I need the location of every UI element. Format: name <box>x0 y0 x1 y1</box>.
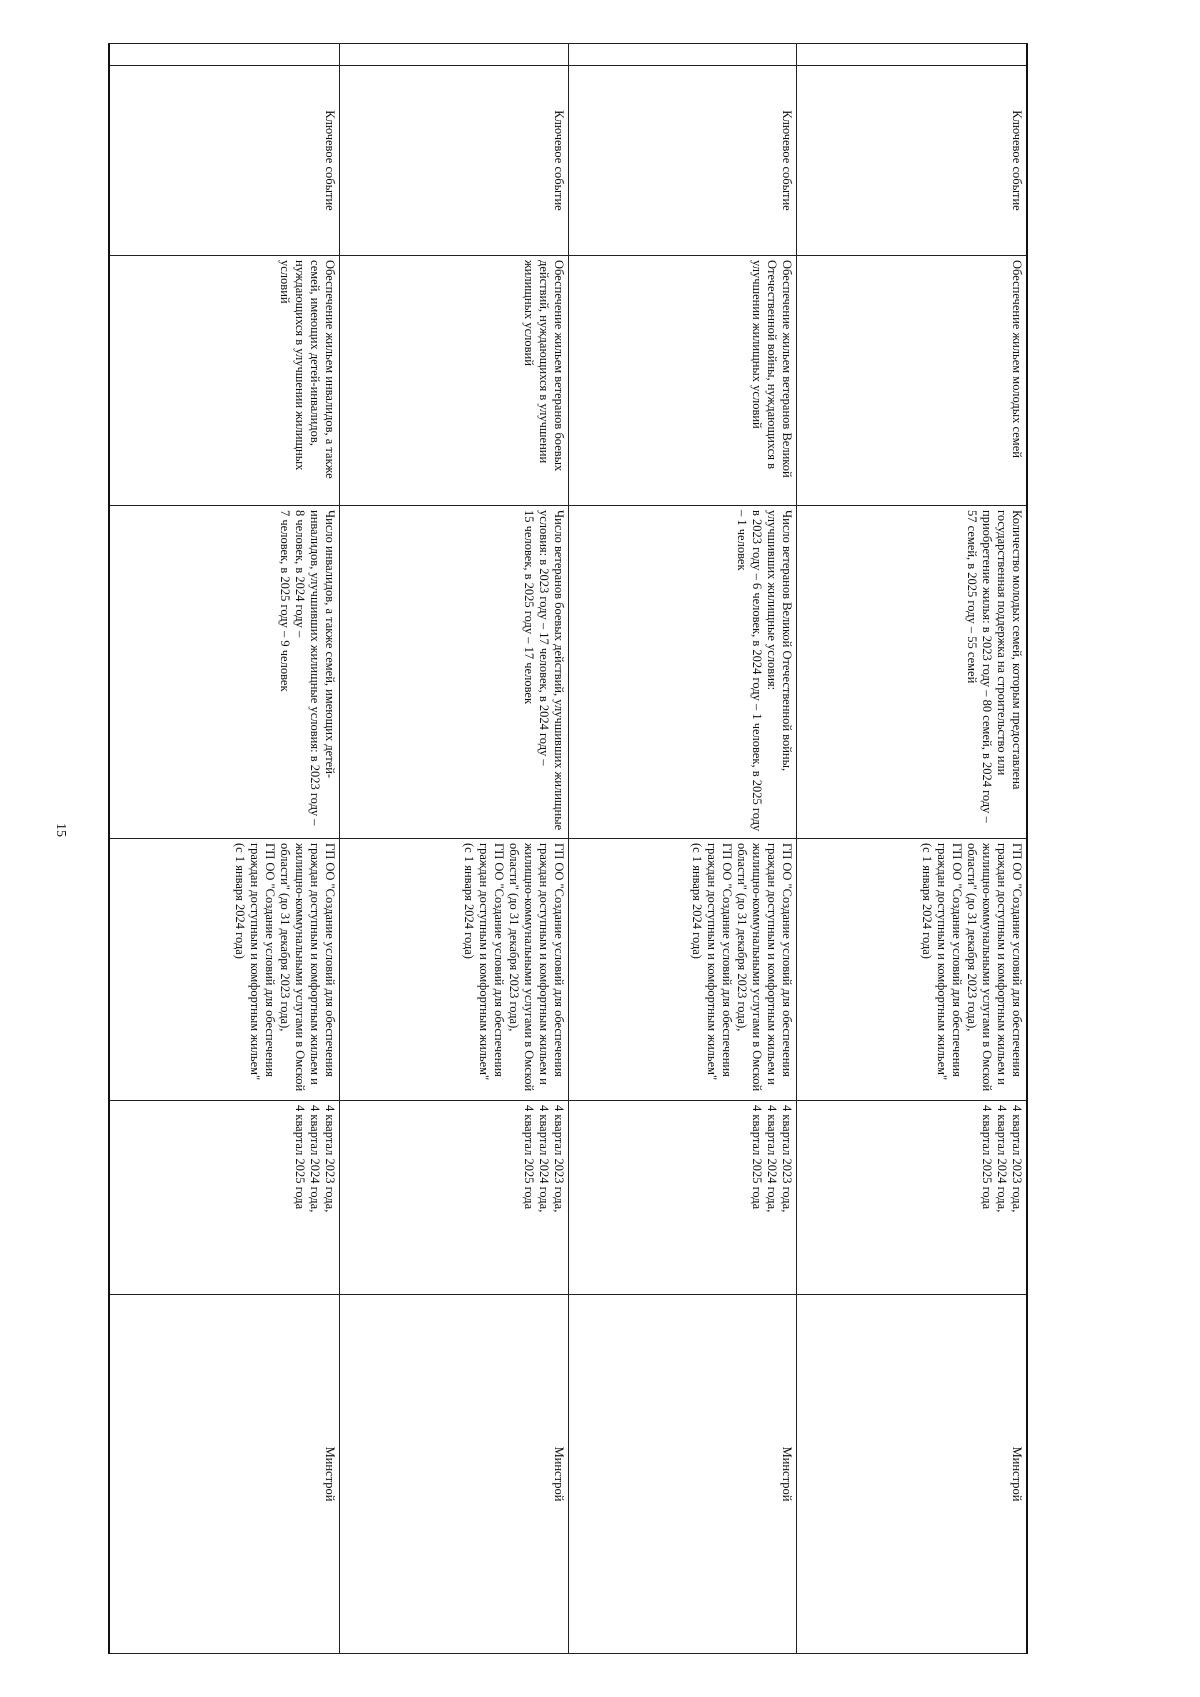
event-type-cell: Ключевое событие <box>109 66 339 256</box>
indicator-cell: Число ветеранов боевых действий, улучшивших жилищные условия: в 2023 году – 17 человек, в 2024 году – 15 человек, в 2025 году – 17 человек <box>339 506 568 839</box>
event-name-cell: Обеспечение жильем ветеранов Великой Отечественной войны, нуждающихся в улучшении жилищных условий <box>568 256 797 506</box>
event-name-cell: Обеспечение жильем ветеранов боевых действий, нуждающихся в улучшении жилищных условий <box>339 256 568 506</box>
blank-cell <box>797 44 1027 66</box>
program-cell: ГП ОО "Создание условий для обеспечения граждан доступным и комфортным жильем и жилищно-коммунальными услугами в Омской области" (до 31 декабря 2023 года), ГП ОО "Создание условий для обеспечения граждан доступным и комфортным жильем" (с 1 января 2024 года) <box>109 839 339 1101</box>
blank-cell <box>568 44 797 66</box>
term-cell: 4 квартал 2023 года, 4 квартал 2024 года, 4 квартал 2025 года <box>797 1101 1027 1295</box>
term-cell: 4 квартал 2023 года, 4 квартал 2024 года, 4 квартал 2025 года <box>339 1101 568 1295</box>
table-container <box>108 43 1028 1653</box>
blank-cell <box>339 44 568 66</box>
page-number: 15 <box>53 823 68 837</box>
event-name-cell: Обеспечение жильем инвалидов, а также семей, имеющих детей-инвалидов, нуждающихся в улучшении жилищных условий <box>109 256 339 506</box>
table-row <box>339 44 568 1654</box>
blank-cell <box>109 44 339 66</box>
executor-cell: Минстрой <box>568 1295 797 1654</box>
term-cell: 4 квартал 2023 года, 4 квартал 2024 года, 4 квартал 2025 года <box>109 1101 339 1295</box>
table-row <box>797 44 1027 1654</box>
indicator-cell: Количество молодых семей, которым предоставлена государственная поддержка на строительство или приобретение жилья: в 2023 году – 80 семей, в 2024 году – 57 семей, в 2025 году – 55 семей <box>797 506 1027 839</box>
executor-cell: Минстрой <box>797 1295 1027 1654</box>
executor-cell: Минстрой <box>109 1295 339 1654</box>
events-table <box>108 43 1028 1654</box>
table-row <box>568 44 797 1654</box>
indicator-cell: Число ветеранов Великой Отечественной войны, улучшивших жилищные условия: в 2023 году – 6 человек, в 2024 году – 1 человек, в 2025 году – 1 человек <box>568 506 797 839</box>
event-type-cell: Ключевое событие <box>339 66 568 256</box>
program-cell: ГП ОО "Создание условий для обеспечения граждан доступным и комфортным жильем и жилищно-коммунальными услугами в Омской области" (до 31 декабря 2023 года), ГП ОО "Создание условий для обеспечения граждан доступным и комфортным жильем" (с 1 января 2024 года) <box>568 839 797 1101</box>
program-cell: ГП ОО "Создание условий для обеспечения граждан доступным и комфортным жильем и жилищно-коммунальными услугами в Омской области" (до 31 декабря 2023 года), ГП ОО "Создание условий для обеспечения граждан доступным и комфортным жильем" (с 1 января 2024 года) <box>339 839 568 1101</box>
event-type-cell: Ключевое событие <box>797 66 1027 256</box>
executor-cell: Минстрой <box>339 1295 568 1654</box>
event-type-cell: Ключевое событие <box>568 66 797 256</box>
event-name-cell: Обеспечение жильем молодых семей <box>797 256 1027 506</box>
table-row <box>109 44 339 1654</box>
program-cell: ГП ОО "Создание условий для обеспечения граждан доступным и комфортным жильем и жилищно-коммунальными услугами в Омской области" (до 31 декабря 2023 года), ГП ОО "Создание условий для обеспечения граждан доступным и комфортным жильем" (с 1 января 2024 года) <box>797 839 1027 1101</box>
indicator-cell: Число инвалидов, а также семей, имеющих детей-инвалидов, улучшивших жилищные условия: в 2023 году – 8 человек, в 2024 году – 7 человек, в 2025 году – 9 человек <box>109 506 339 839</box>
term-cell: 4 квартал 2023 года, 4 квартал 2024 года, 4 квартал 2025 года <box>568 1101 797 1295</box>
